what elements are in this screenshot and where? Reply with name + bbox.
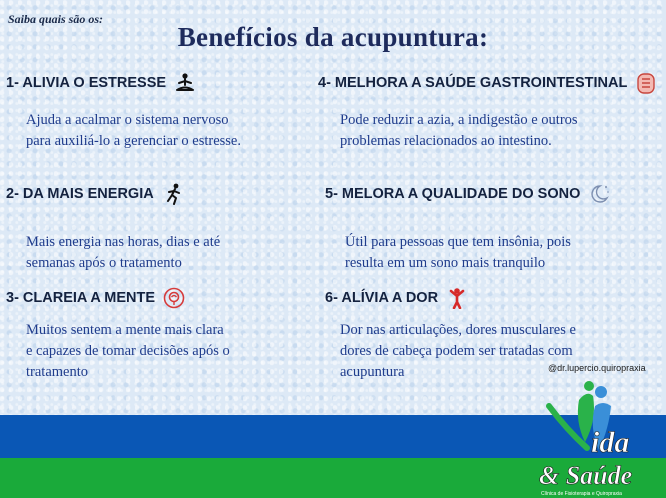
logo-line2: & Saúde xyxy=(539,461,633,490)
logo-tagline: Clínica de Fisioterapia e Quiropraxia xyxy=(541,491,622,497)
benefit-3-label: 3- CLAREIA A MENTE xyxy=(6,290,156,306)
benefit-3-text: Muitos sentem a mente mais clara e capazes de tomar decisões após o tratamento xyxy=(26,322,230,380)
page-title: Benefícios da acupuntura: xyxy=(177,22,489,52)
benefit-1-heading xyxy=(6,72,196,94)
benefit-2-label: 2- DA MAIS ENERGIA xyxy=(6,186,154,202)
benefit-1-text: Ajuda a acalmar o sistema nervoso para auxiliá-lo a gerenciar o estresse. xyxy=(26,112,241,149)
clinic-logo xyxy=(535,380,666,498)
benefit-5-heading xyxy=(325,183,610,205)
benefit-1-label: 1- ALIVIA O ESTRESSE xyxy=(6,75,167,91)
benefit-2-heading xyxy=(6,183,184,205)
logo-line1: ida xyxy=(591,426,630,459)
pain-person-icon xyxy=(446,287,468,309)
intestine-icon xyxy=(635,72,657,94)
meditation-icon xyxy=(174,72,196,94)
benefit-6-text: Dor nas articulações, dores musculares e dores de cabeça podem ser tratadas com acupuntura xyxy=(340,322,576,380)
kicker-text: Saiba quais são os: xyxy=(8,12,104,26)
benefit-4-label: 4- MELHORA A SAÚDE GASTROINTESTINAL xyxy=(318,75,628,91)
benefit-3-heading xyxy=(6,287,185,309)
benefit-5-text: Útil para pessoas que tem insônia, pois resulta em um sono mais tranquilo xyxy=(345,234,571,271)
moon-stars-icon xyxy=(588,183,610,205)
benefit-4-text: Pode reduzir a azia, a indigestão e outros problemas relacionados ao intestino. xyxy=(340,112,578,149)
benefit-6-heading xyxy=(325,287,468,309)
social-handle: @dr.lupercio.quiropraxia xyxy=(548,363,646,373)
benefit-6-label: 6- ALÍVIA A DOR xyxy=(325,290,439,306)
benefit-4-heading xyxy=(318,72,657,94)
running-icon xyxy=(162,183,184,205)
brain-head-icon xyxy=(163,287,185,309)
benefit-2-text: Mais energia nas horas, dias e até semanas após o tratamento xyxy=(26,234,221,271)
benefit-5-label: 5- MELORA A QUALIDADE DO SONO xyxy=(325,186,581,202)
